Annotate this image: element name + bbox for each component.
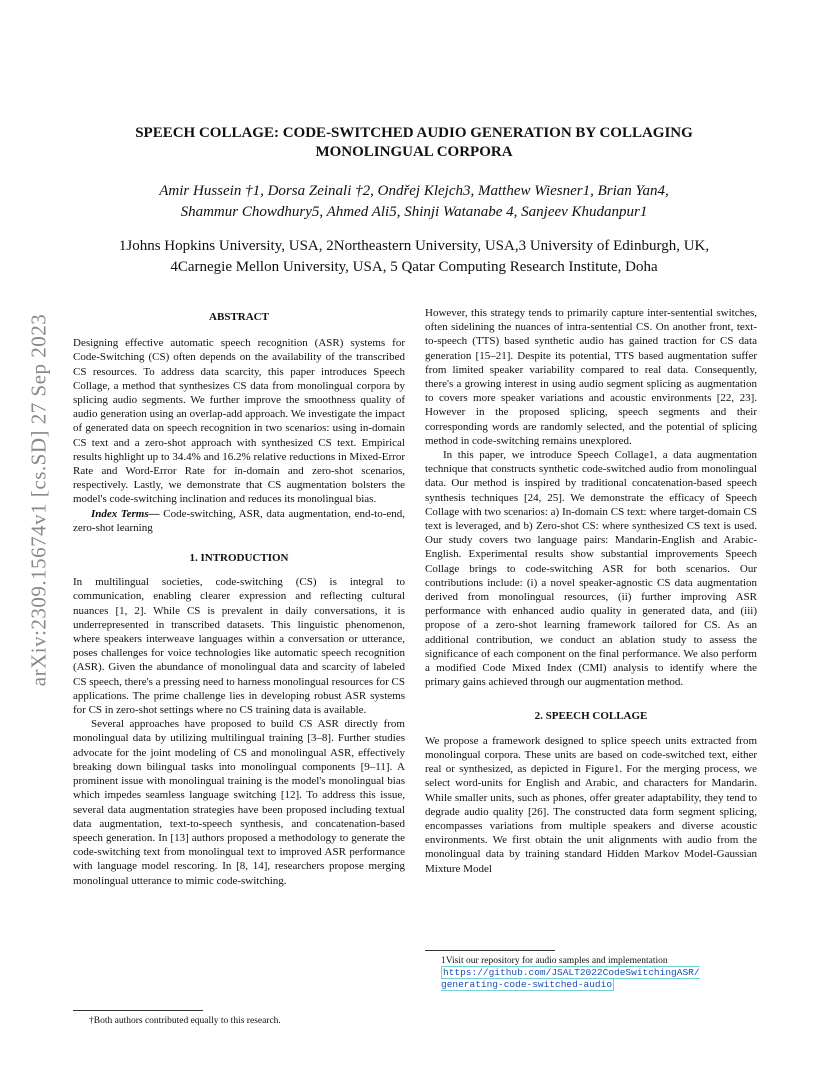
left-column — [73, 306, 405, 888]
footnote-rule — [73, 1010, 203, 1011]
footnote-repository — [425, 955, 757, 991]
abstract-heading: ABSTRACT — [209, 311, 269, 323]
footnote-equal-contribution: †Both authors contributed equally to this research. — [89, 1016, 281, 1026]
arxiv-watermark: arXiv:2309.15674v1 [cs.SD] 27 Sep 2023 — [26, 313, 51, 687]
right-column — [425, 306, 757, 876]
section-2-heading: 2. SPEECH COLLAGE — [534, 710, 648, 723]
section-2-paragraph-1: We propose a framework designed to splice speech units extracted from monolingual corpora. These units are based on code-switched text, either real or synthesized, as depicted in Figure1. For the merging process, we select word-units for English and Arabic, and characters for Mandarin. While smaller units, such as phones, offer greater adaptability, they tend to degrade audio quality [26]. The constructed data form segment splicing, encompasses variations from multiple speakers and diverse acoustic environments. We first obtain the unit alignments with audio from the monolingual data by training standard Hidden Markov Model-Gaussian Mixture Model — [425, 734, 757, 875]
index-terms-text: Code-switching, ASR, data augmentation, end-to-end, zero-shot learning — [73, 507, 405, 534]
section-1-heading: 1. INTRODUCTION — [189, 552, 289, 565]
index-terms — [73, 507, 405, 535]
authors-line-1: Amir Hussein †1, Dorsa Zeinali †2, Ondřej Klejch3, Matthew Wiesner1, Brian Yan4, — [159, 183, 669, 199]
left-footnote — [73, 1000, 405, 1027]
footnote-rule — [425, 950, 555, 951]
abstract-text: Designing effective automatic speech recognition (ASR) systems for Code-Switching (CS) often depends on the availability of the transcribed CS resources. To address data scarcity, this paper introduces Speech Collage, a method that synthesizes CS data from monolingual corpora by splicing audio segments. We further improve the smoothness quality of audio generation using an overlap-add approach. We investigate the impact of generated data on speech recognition in two scenarios: using in-domain CS text and a zero-shot approach with synthesized CS text. Empirical results highlight up to 34.4% and 16.2% relative reductions in Mixed-Error Rate and Word-Error Rate for in-domain and zero-shot scenarios, respectively. Lastly, we demonstrate that CS augmentation bolsters the model's code-switching inclination and reduces its monolingual bias. — [73, 337, 405, 506]
intro-paragraph-1: In multilingual societies, code-switching (CS) is integral to communication, enabling clearer expression and reflecting cultural nuances [1, 2]. While CS is prevalent in daily conversations, it is underrepresented in transcribed datasets. This linguistic phenomenon, where speakers interweave languages within a conversation or utterance, poses challenges for voice technologies like automatic speech recognition (ASR). Given the abundance of monolingual data and scarcity of labeled CS speech, there's a pressing need to harness monolingual resources for CS applications. The prime challenge lies in developing robust ASR systems for CS in zero-shot settings where no CS training data is available. — [73, 576, 405, 717]
paper-title: SPEECH COLLAGE: CODE-SWITCHED AUDIO GENERATION BY COLLAGING MONOLINGUAL CORPORA — [135, 125, 693, 160]
repository-link[interactable]: https://github.com/JSALT2022CodeSwitchingASR/ generating-code-switched-audio — [441, 967, 700, 990]
right-paragraph-1: However, this strategy tends to primarily capture inter-sentential switches, often sidelining the nuances of intra-sentential CS. On another front, text-to-speech (TTS) based synthetic audio has gained traction for CS data generation [15–21]. Despite its potential, TTS based augmentation suffer from limited speaker variability compared to real data. Consequently, there's a growing interest in using audio segment splicing as augmentation to covers more speaker variations and acoustic environments [22, 23]. However in the proposed splicing, speech segments and their corresponding words are randomly selected, and the potential of splicing method in code-switching remains unexplored. — [425, 307, 757, 447]
right-footnote — [425, 940, 757, 991]
affiliations-line-2: 4Carnegie Mellon University, USA, 5 Qatar Computing Research Institute, Doha — [170, 259, 658, 275]
authors-line-2: Shammur Chowdhury5, Ahmed Ali5, Shinji Watanabe 4, Sanjeev Khudanpur1 — [180, 204, 648, 220]
right-paragraph-2: In this paper, we introduce Speech Collage1, a data augmentation technique that constructs synthetic code-switched audio from monolingual data. Our method is inspired by traditional concatenation-based speech synthesis techniques [24, 25]. We demonstrate the efficacy of Speech Collage with two scenarios: a) In-domain CS text: where target-domain CS text is leveraged, and b) Zero-shot CS: where synthesized CS text is used. Our study covers two language pairs: Mandarin-English and Arabic-English. Experimental results show substantial improvements Speech Collage brings to code-switching ASR for both scenarios. Our contributions include: (i) a novel speaker-agnostic CS data augmentation derived from monolingual resources, (ii) further improving ASR performance with enhanced audio quality in generated data, and (iii) propose of a zero-shot learning framework tailored for CS. As an additional contribution, we conduct an ablation study to assess the significance of each component on the final performance. We also perform a modified Code Mixed Index (CMI) analysis to identify where the primary gains achieved through our augmentation method. — [425, 449, 757, 689]
intro-paragraph-2: Several approaches have proposed to build CS ASR directly from monolingual data by utilizing multilingual training [3–8]. Further studies advocate for the joint modeling of CS and monolingual ASR, effectively breaking down bilingual tasks into monolingual components [9–11]. A prominent issue with monolingual training is the model's monolingual bias which impedes seamless language switching [12]. To address this issue, several data augmentation strategies have been proposed including textual data augmentation, text-to-speech synthesis, and concatenation-based speech generation. In [13] authors proposed a methodology to generate the code-switching text from monolingual text to improved ASR performance with language model rescoring. In [8, 14], researchers propose merging monolingual utterance to mimic code-switching. — [73, 718, 405, 887]
footnote-repository-text: 1Visit our repository for audio samples and implementation — [441, 956, 668, 966]
affiliations-line-1: 1Johns Hopkins University, USA, 2Northeastern University, USA,3 University of Edinburgh, UK, — [118, 238, 710, 254]
affiliations — [60, 236, 768, 278]
author-list — [100, 181, 728, 223]
index-terms-label: Index Terms— — [91, 507, 160, 520]
